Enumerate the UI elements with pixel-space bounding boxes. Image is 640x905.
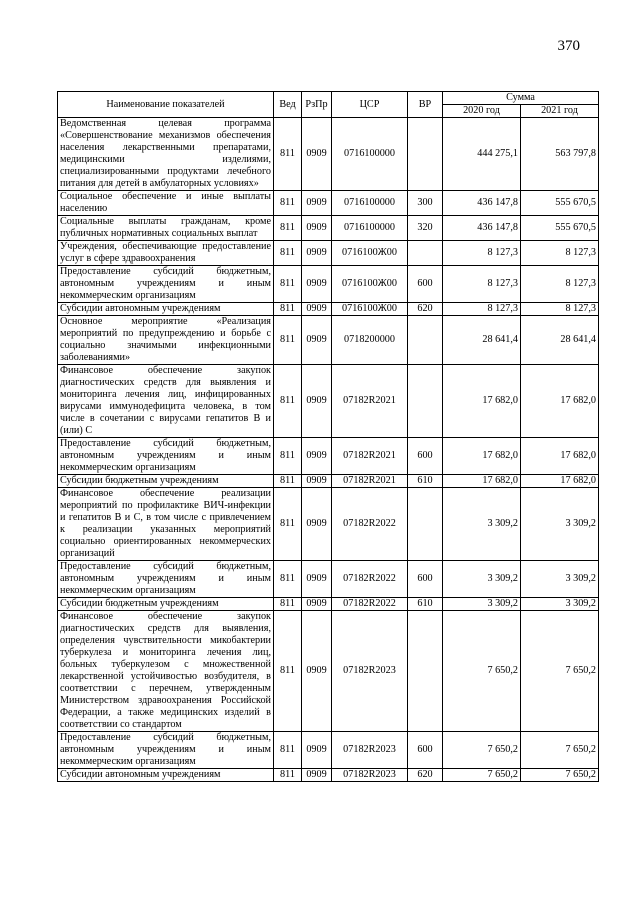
cell-csr: 0716100Ж00 bbox=[332, 241, 408, 266]
cell-name: Предоставление субсидий бюджетным, автономным учреждениям и иным некоммерческим организациям bbox=[58, 561, 274, 598]
cell-name: Учреждения, обеспечивающие предоставление услуг в сфере здравоохранения bbox=[58, 241, 274, 266]
cell-csr: 07182R2021 bbox=[332, 475, 408, 488]
cell-ved: 811 bbox=[274, 732, 302, 769]
cell-2021: 8 127,3 bbox=[521, 266, 599, 303]
cell-2021: 3 309,2 bbox=[521, 488, 599, 561]
cell-rzpr: 0909 bbox=[302, 561, 332, 598]
cell-2020: 8 127,3 bbox=[443, 266, 521, 303]
table-row bbox=[58, 438, 599, 475]
cell-vr bbox=[408, 488, 443, 561]
cell-2021: 28 641,4 bbox=[521, 316, 599, 365]
cell-2020: 3 309,2 bbox=[443, 561, 521, 598]
cell-2020: 7 650,2 bbox=[443, 732, 521, 769]
cell-2020: 8 127,3 bbox=[443, 241, 521, 266]
cell-vr bbox=[408, 241, 443, 266]
cell-name: Финансовое обеспечение закупок диагностических средств для выявления и мониторинга лечения лиц, инфицированных вирусами иммунодефицита человека, в том числе в сочетании с вирусами гепатитов B и (или) C bbox=[58, 365, 274, 438]
cell-vr: 300 bbox=[408, 191, 443, 216]
table-row bbox=[58, 216, 599, 241]
cell-csr: 0716100Ж00 bbox=[332, 266, 408, 303]
cell-name: Субсидии автономным учреждениям bbox=[58, 303, 274, 316]
cell-2020: 17 682,0 bbox=[443, 365, 521, 438]
cell-rzpr: 0909 bbox=[302, 191, 332, 216]
cell-csr: 07182R2021 bbox=[332, 365, 408, 438]
cell-vr bbox=[408, 316, 443, 365]
cell-ved: 811 bbox=[274, 303, 302, 316]
cell-rzpr: 0909 bbox=[302, 598, 332, 611]
table-row bbox=[58, 303, 599, 316]
cell-csr: 07182R2021 bbox=[332, 438, 408, 475]
cell-csr: 0716100Ж00 bbox=[332, 303, 408, 316]
cell-2021: 17 682,0 bbox=[521, 365, 599, 438]
cell-2020: 436 147,8 bbox=[443, 216, 521, 241]
cell-csr: 07182R2023 bbox=[332, 769, 408, 782]
cell-2020: 17 682,0 bbox=[443, 438, 521, 475]
cell-vr: 610 bbox=[408, 598, 443, 611]
cell-name: Социальное обеспечение и иные выплаты населению bbox=[58, 191, 274, 216]
cell-csr: 0718200000 bbox=[332, 316, 408, 365]
cell-name: Субсидии автономным учреждениям bbox=[58, 769, 274, 782]
table-row bbox=[58, 475, 599, 488]
cell-2021: 3 309,2 bbox=[521, 561, 599, 598]
cell-name: Предоставление субсидий бюджетным, автономным учреждениям и иным некоммерческим организациям bbox=[58, 266, 274, 303]
cell-2020: 7 650,2 bbox=[443, 769, 521, 782]
table-row bbox=[58, 561, 599, 598]
cell-rzpr: 0909 bbox=[302, 438, 332, 475]
cell-ved: 811 bbox=[274, 216, 302, 241]
table-row bbox=[58, 316, 599, 365]
header-rzpr: РзПр bbox=[302, 92, 332, 118]
cell-2021: 17 682,0 bbox=[521, 438, 599, 475]
cell-ved: 811 bbox=[274, 561, 302, 598]
cell-ved: 811 bbox=[274, 316, 302, 365]
table-row bbox=[58, 732, 599, 769]
cell-rzpr: 0909 bbox=[302, 241, 332, 266]
cell-vr: 600 bbox=[408, 266, 443, 303]
cell-ved: 811 bbox=[274, 611, 302, 732]
cell-2021: 7 650,2 bbox=[521, 732, 599, 769]
cell-vr bbox=[408, 365, 443, 438]
header-2020: 2020 год bbox=[443, 105, 521, 118]
cell-2021: 8 127,3 bbox=[521, 303, 599, 316]
cell-rzpr: 0909 bbox=[302, 216, 332, 241]
cell-csr: 07182R2022 bbox=[332, 488, 408, 561]
cell-rzpr: 0909 bbox=[302, 611, 332, 732]
cell-name: Основное мероприятие «Реализация мероприятий по предупреждению и борьбе с социально значимыми инфекционными заболеваниями» bbox=[58, 316, 274, 365]
cell-rzpr: 0909 bbox=[302, 475, 332, 488]
cell-ved: 811 bbox=[274, 475, 302, 488]
cell-name: Субсидии бюджетным учреждениям bbox=[58, 598, 274, 611]
cell-2020: 444 275,1 bbox=[443, 118, 521, 191]
cell-vr: 600 bbox=[408, 732, 443, 769]
cell-csr: 07182R2022 bbox=[332, 561, 408, 598]
cell-name: Субсидии бюджетным учреждениям bbox=[58, 475, 274, 488]
cell-csr: 0716100000 bbox=[332, 191, 408, 216]
cell-2020: 8 127,3 bbox=[443, 303, 521, 316]
cell-csr: 0716100000 bbox=[332, 118, 408, 191]
cell-vr bbox=[408, 611, 443, 732]
cell-ved: 811 bbox=[274, 438, 302, 475]
cell-2020: 28 641,4 bbox=[443, 316, 521, 365]
budget-table bbox=[57, 91, 599, 782]
cell-2020: 17 682,0 bbox=[443, 475, 521, 488]
header-2021: 2021 год bbox=[521, 105, 599, 118]
cell-name: Социальные выплаты гражданам, кроме публичных нормативных социальных выплат bbox=[58, 216, 274, 241]
cell-vr: 600 bbox=[408, 561, 443, 598]
cell-2020: 436 147,8 bbox=[443, 191, 521, 216]
cell-csr: 0716100000 bbox=[332, 216, 408, 241]
cell-vr: 620 bbox=[408, 769, 443, 782]
cell-2020: 3 309,2 bbox=[443, 488, 521, 561]
cell-name: Финансовое обеспечение закупок диагностических средств для выявления, определения чувствительности микобактерии туберкулеза и мониторинга лечения лиц, больных туберкулезом с множественной лекарственной устойчивостью возбудителя, в соответствии с перечнем, утвержденным Министерством здравоохранения Российской Федерации, а также медицинских изделий в соответствии со стандартом bbox=[58, 611, 274, 732]
cell-2021: 17 682,0 bbox=[521, 475, 599, 488]
table-row bbox=[58, 241, 599, 266]
cell-name: Предоставление субсидий бюджетным, автономным учреждениям и иным некоммерческим организациям bbox=[58, 438, 274, 475]
cell-2021: 3 309,2 bbox=[521, 598, 599, 611]
cell-vr: 320 bbox=[408, 216, 443, 241]
cell-name: Ведомственная целевая программа «Совершенствование механизмов обеспечения населения лекарственными препаратами, медицинскими изделиями, специализированными продуктами лечебного питания для детей в амбулаторных условиях» bbox=[58, 118, 274, 191]
cell-2021: 8 127,3 bbox=[521, 241, 599, 266]
cell-rzpr: 0909 bbox=[302, 266, 332, 303]
cell-ved: 811 bbox=[274, 598, 302, 611]
cell-csr: 07182R2023 bbox=[332, 611, 408, 732]
table-row bbox=[58, 598, 599, 611]
header-csr: ЦСР bbox=[332, 92, 408, 118]
cell-ved: 811 bbox=[274, 365, 302, 438]
table-row bbox=[58, 769, 599, 782]
cell-rzpr: 0909 bbox=[302, 303, 332, 316]
cell-ved: 811 bbox=[274, 769, 302, 782]
cell-name: Предоставление субсидий бюджетным, автономным учреждениям и иным некоммерческим организациям bbox=[58, 732, 274, 769]
cell-rzpr: 0909 bbox=[302, 365, 332, 438]
cell-2021: 7 650,2 bbox=[521, 769, 599, 782]
table-row bbox=[58, 611, 599, 732]
cell-vr bbox=[408, 118, 443, 191]
cell-rzpr: 0909 bbox=[302, 316, 332, 365]
cell-2020: 3 309,2 bbox=[443, 598, 521, 611]
cell-2021: 555 670,5 bbox=[521, 216, 599, 241]
cell-2021: 563 797,8 bbox=[521, 118, 599, 191]
table-row bbox=[58, 191, 599, 216]
cell-ved: 811 bbox=[274, 118, 302, 191]
cell-name: Финансовое обеспечение реализации мероприятий по профилактике ВИЧ-инфекции и гепатитов B и C, в том числе с привлечением к реализации указанных мероприятий социально ориентированных некоммерческих организаций bbox=[58, 488, 274, 561]
cell-2020: 7 650,2 bbox=[443, 611, 521, 732]
cell-csr: 07182R2022 bbox=[332, 598, 408, 611]
cell-rzpr: 0909 bbox=[302, 488, 332, 561]
cell-2021: 7 650,2 bbox=[521, 611, 599, 732]
page-number: 370 bbox=[557, 38, 580, 54]
cell-vr: 620 bbox=[408, 303, 443, 316]
header-vr: ВР bbox=[408, 92, 443, 118]
cell-rzpr: 0909 bbox=[302, 118, 332, 191]
header-name: Наименование показателей bbox=[58, 92, 274, 118]
cell-csr: 07182R2023 bbox=[332, 732, 408, 769]
table-row bbox=[58, 266, 599, 303]
cell-ved: 811 bbox=[274, 191, 302, 216]
cell-ved: 811 bbox=[274, 266, 302, 303]
table-row bbox=[58, 488, 599, 561]
cell-rzpr: 0909 bbox=[302, 769, 332, 782]
cell-ved: 811 bbox=[274, 241, 302, 266]
table-row bbox=[58, 118, 599, 191]
cell-rzpr: 0909 bbox=[302, 732, 332, 769]
cell-2021: 555 670,5 bbox=[521, 191, 599, 216]
table-row bbox=[58, 365, 599, 438]
cell-vr: 610 bbox=[408, 475, 443, 488]
cell-vr: 600 bbox=[408, 438, 443, 475]
header-ved: Вед bbox=[274, 92, 302, 118]
header-sum: Сумма bbox=[443, 92, 599, 105]
cell-ved: 811 bbox=[274, 488, 302, 561]
